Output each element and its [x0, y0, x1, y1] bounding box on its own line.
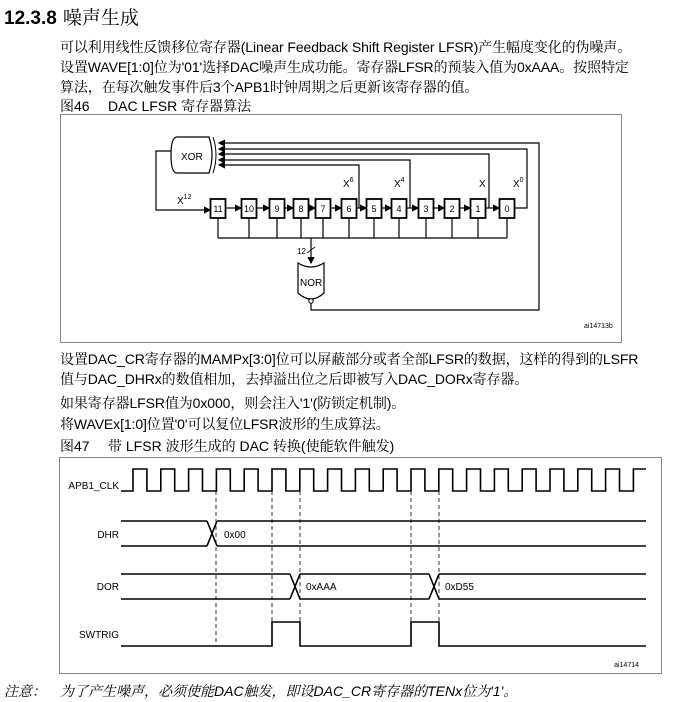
register-label: 1: [475, 204, 481, 214]
figure-title: DAC LFSR 寄存器算法: [108, 98, 252, 114]
figure-46-caption: [60, 96, 251, 116]
nor-feedback-line: [219, 143, 539, 310]
paragraph: 将WAVEx[1:0]位置'0'可以复位LFSR波形的生成算法。: [60, 416, 390, 432]
paragraph-line: 设置WAVE[1:0]位为'01'选择DAC噪声生成功能。寄存器LFSR的预装入值为0xAAA。按照特定: [60, 59, 629, 75]
register-label: 6: [346, 204, 352, 214]
tap-x12: $X^{12}$: [177, 194, 192, 207]
timing-diagram: [59, 457, 662, 674]
note-label: 注意：: [4, 683, 46, 699]
bus-width-label: 12: [297, 247, 306, 256]
nor-label: NOR: [300, 278, 323, 289]
dhr-waveform: [121, 521, 646, 546]
tap-x0: $X^0$: [513, 177, 524, 190]
signal-label-swtrig: SWTRIG: [79, 630, 119, 641]
figure-number: 图46: [60, 98, 90, 114]
note: [4, 681, 517, 701]
register-label: 3: [423, 204, 429, 214]
register-label: 8: [298, 204, 304, 214]
signal-label-dor: DOR: [96, 582, 119, 593]
tap-x1: X: [479, 179, 486, 190]
nor-output-bubble: [309, 299, 313, 303]
register-label: 4: [396, 204, 402, 214]
tap-x6-line: [219, 165, 359, 208]
timing-svg: [60, 458, 661, 673]
figure-id: ai14713b: [584, 323, 613, 330]
section-heading: [4, 3, 139, 30]
register-label: 7: [320, 204, 326, 214]
clock-waveform: [121, 469, 646, 491]
register-label: 10: [243, 204, 255, 214]
register-label: 11: [213, 204, 223, 214]
section-number: 12.3.8: [4, 8, 57, 29]
lfsr-svg: [61, 115, 621, 342]
paragraph-line: 可以利用线性反馈移位寄存器(Linear Feedback Shift Register LFSR)产生幅度变化的伪噪声。: [60, 39, 632, 55]
paragraph: 如果寄存器LFSR值为0x000，则会注入'1'(防锁定机制)。: [60, 395, 406, 411]
register-label: 0: [504, 204, 510, 214]
xor-gate-curve: [213, 137, 216, 173]
tap-x4: $X^4$: [394, 177, 405, 190]
register-label: 5: [371, 204, 377, 214]
figure-id: ai14714: [614, 662, 639, 669]
dor-value: 0xAAA: [306, 582, 337, 593]
paragraph-line: 设置DAC_CR寄存器的MAMPx[3:0]位可以屏蔽部分或者全部LFSR的数据，这样的得到的LSFR: [60, 351, 639, 367]
tap-x6: $X^6$: [343, 177, 354, 190]
paragraph-line: 算法，在每次触发事件后3个APB1时钟周期之后更新该寄存器的值。: [60, 79, 479, 95]
signal-label-dhr: DHR: [97, 530, 119, 541]
register-label: 9: [274, 204, 280, 214]
signal-label-clk: APB1_CLK: [68, 481, 119, 492]
note-text: 为了产生噪声，必须使能DAC触发，即设DAC_CR寄存器的TENx位为'1'。: [60, 683, 518, 699]
register-label: 2: [449, 204, 455, 214]
dor-value: 0xD55: [445, 582, 474, 593]
figure-title: 带 LFSR 波形生成的 DAC 转换(使能软件触发): [108, 438, 395, 454]
dor-waveform: [121, 574, 646, 599]
figure-47-caption: [60, 436, 394, 456]
section-title: 噪声生成: [62, 8, 139, 29]
swtrig-waveform: [121, 622, 646, 646]
dhr-value: 0x00: [224, 530, 246, 541]
xor-label: XOR: [181, 152, 203, 163]
lfsr-diagram: [60, 114, 622, 343]
figure-number: 图47: [60, 438, 90, 454]
paragraph-line: 值与DAC_DHRx的数值相加，去掉溢出位之后即被写入DAC_DORx寄存器。: [60, 371, 529, 387]
